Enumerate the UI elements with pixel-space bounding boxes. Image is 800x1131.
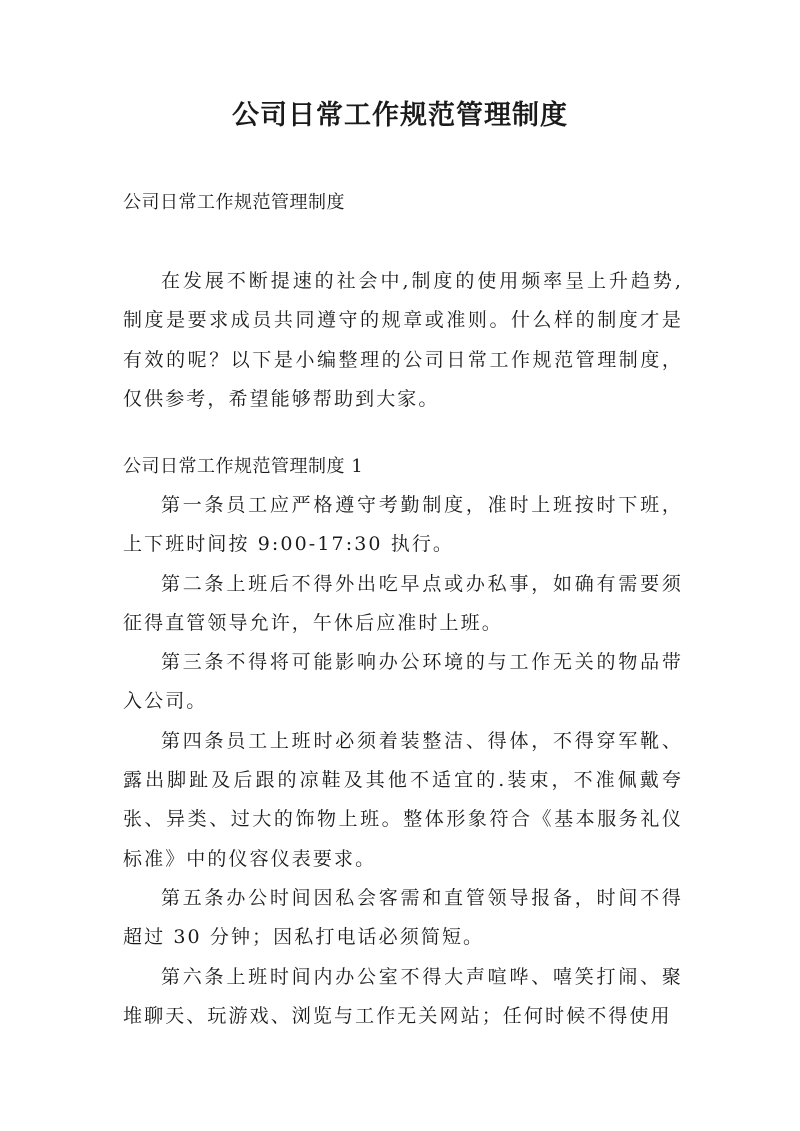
intro-paragraph: 在发展不断提速的社会中,制度的使用频率呈上升趋势,制度是要求成员共同遵守的规章或准则。什么样的制度才是有效的呢？以下是小编整理的公司日常工作规范管理制度，仅供参考，希望能够帮助到大家。 [123,270,683,410]
article-paragraph: 第五条办公时间因私会客需和直管领导报备，时间不得超过 30 分钟；因私打电话必须简短。 [123,886,683,949]
article-paragraph: 第四条员工上班时必须着装整洁、得体，不得穿军靴、露出脚趾及后跟的凉鞋及其他不适宜的.装束，不准佩戴夸张、异类、过大的饰物上班。整体形象符合《基本服务礼仪标准》中的仪容仪表要求。 [123,729,683,870]
articles-list [123,486,683,1036]
article-paragraph: 第六条上班时间内办公室不得大声喧哗、嘻笑打闹、聚堆聊天、玩游戏、浏览与工作无关网站；任何时候不得使用 [123,965,683,1027]
section-heading: 公司日常工作规范管理制度 1 [123,456,364,477]
article-paragraph: 第一条员工应严格遵守考勤制度，准时上班按时下班，上下班时间按 9:00-17:30 执行。 [123,494,683,556]
article-paragraph: 第三条不得将可能影响办公环境的与工作无关的物品带入公司。 [123,651,683,713]
document-title: 公司日常工作规范管理制度 [232,100,568,131]
document-subtitle: 公司日常工作规范管理制度 [123,192,345,213]
article-paragraph: 第二条上班后不得外出吃早点或办私事，如确有需要须征得直管领导允许，午休后应准时上班。 [123,572,683,634]
intro-block [123,262,683,419]
